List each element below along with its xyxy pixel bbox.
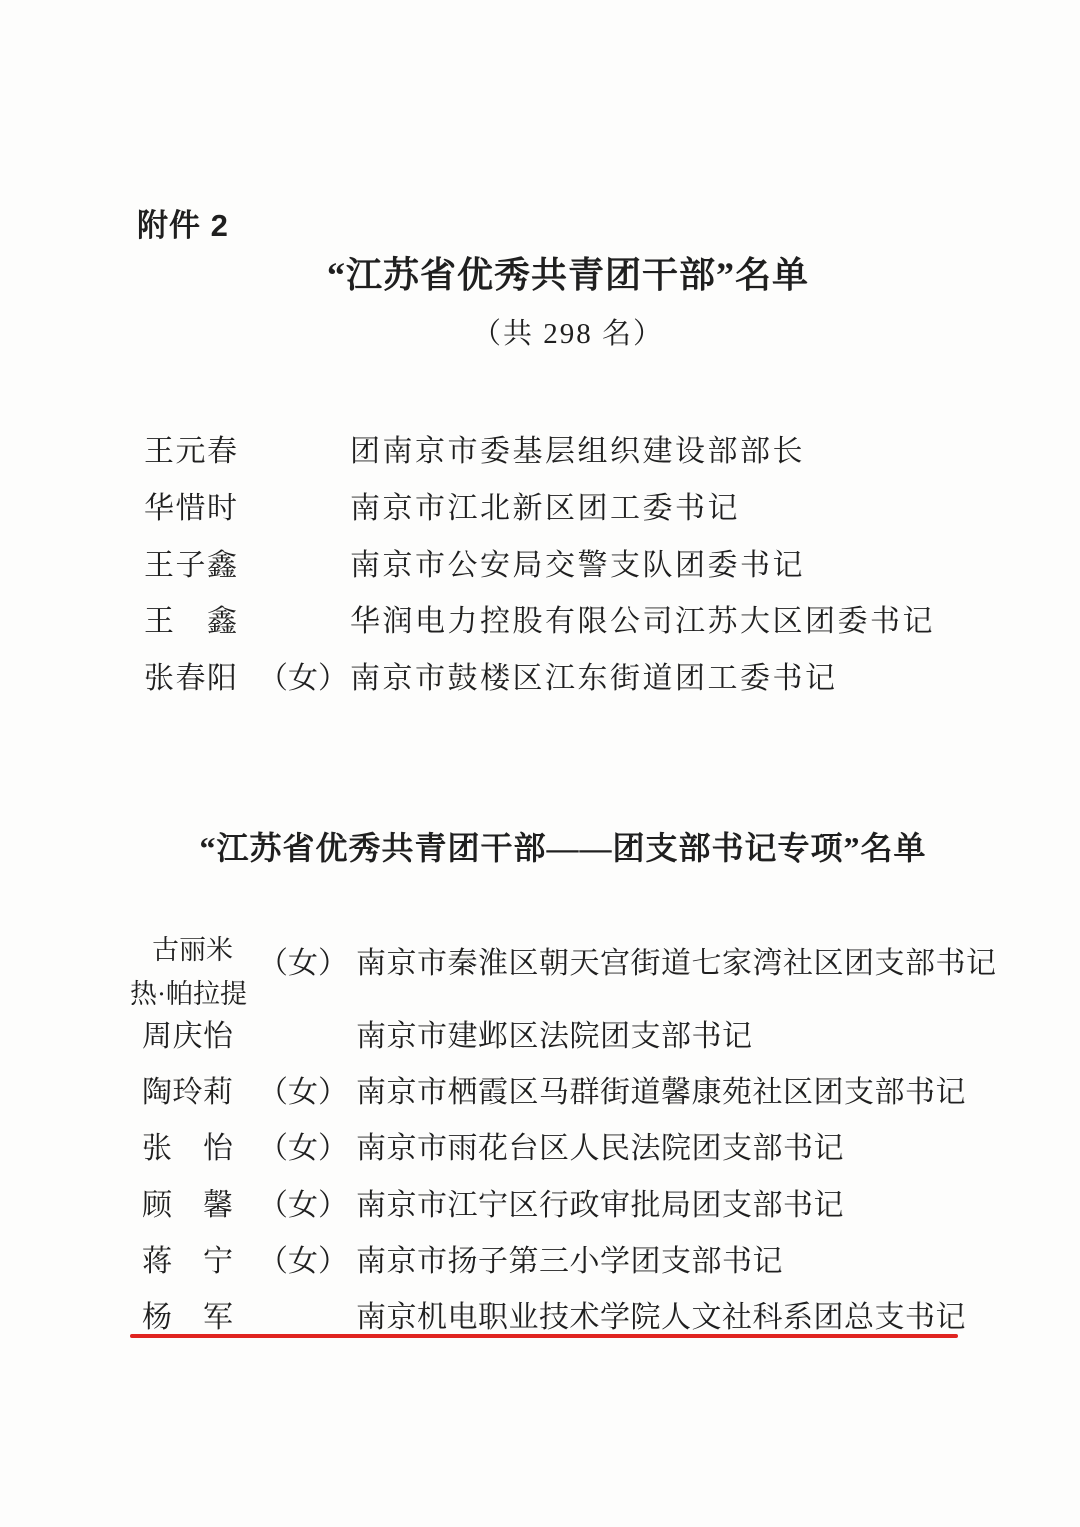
list-item <box>0 434 1080 472</box>
person-name-line2: 热·帕拉提 <box>130 979 247 1009</box>
list-item <box>0 491 1080 529</box>
gender-label: （女） <box>258 1245 348 1278</box>
person-name-line1: 古丽米 <box>152 935 233 965</box>
gender-label: （女） <box>258 1189 348 1222</box>
section1-title: “江苏省优秀共青团干部”名单 <box>326 255 809 295</box>
attachment-label: 附件 2 <box>137 208 229 243</box>
person-name: 张春阳 <box>144 662 239 695</box>
person-name: 陶玲莉 <box>142 1076 234 1109</box>
list-item <box>0 548 1080 586</box>
person-name: 王元春 <box>144 435 239 468</box>
gender-label: （女） <box>258 1076 348 1109</box>
gender-label: （女） <box>258 662 348 695</box>
person-position: 南京市鼓楼区江东街道团工委书记 <box>350 662 838 695</box>
gender-label: （女） <box>258 947 348 980</box>
person-position: 南京市秦淮区朝天宫街道七家湾社区团支部书记 <box>356 947 997 980</box>
person-position: 南京市栖霞区马群街道馨康苑社区团支部书记 <box>356 1076 966 1109</box>
person-position: 华润电力控股有限公司江苏大区团委书记 <box>350 605 935 638</box>
list-item <box>0 1244 1080 1282</box>
person-position: 团南京市委基层组织建设部部长 <box>350 435 805 468</box>
person-name: 张 怡 <box>142 1132 234 1165</box>
person-name: 周庆怡 <box>142 1020 234 1053</box>
person-name: 王 鑫 <box>144 605 239 638</box>
person-position: 南京市江宁区行政审批局团支部书记 <box>356 1189 844 1222</box>
person-name: 顾 馨 <box>142 1189 234 1222</box>
list-item <box>0 1019 1080 1057</box>
list-item <box>0 661 1080 699</box>
list-item <box>0 1300 1080 1338</box>
list-item <box>0 1075 1080 1113</box>
person-name: 杨 军 <box>142 1301 234 1334</box>
person-position: 南京市公安局交警支队团委书记 <box>350 549 805 582</box>
section2-title: “江苏省优秀共青团干部——团支部书记专项”名单 <box>199 830 927 866</box>
list-item <box>0 604 1080 642</box>
person-name: 蒋 宁 <box>142 1245 234 1278</box>
person-name: 王子鑫 <box>144 549 239 582</box>
person-name: 华惜时 <box>144 492 239 525</box>
highlight-underline <box>130 1334 958 1338</box>
person-position: 南京市雨花台区人民法院团支部书记 <box>356 1132 844 1165</box>
list-item <box>0 1188 1080 1226</box>
section1-count: （共 298 名） <box>471 318 664 350</box>
person-position: 南京市江北新区团工委书记 <box>350 492 740 525</box>
list-item <box>0 1131 1080 1169</box>
person-position: 南京市扬子第三小学团支部书记 <box>356 1245 783 1278</box>
person-position: 南京市建邺区法院团支部书记 <box>356 1020 753 1053</box>
person-position: 南京机电职业技术学院人文社科系团总支书记 <box>356 1301 966 1334</box>
list-item <box>0 946 1080 984</box>
gender-label: （女） <box>258 1132 348 1165</box>
